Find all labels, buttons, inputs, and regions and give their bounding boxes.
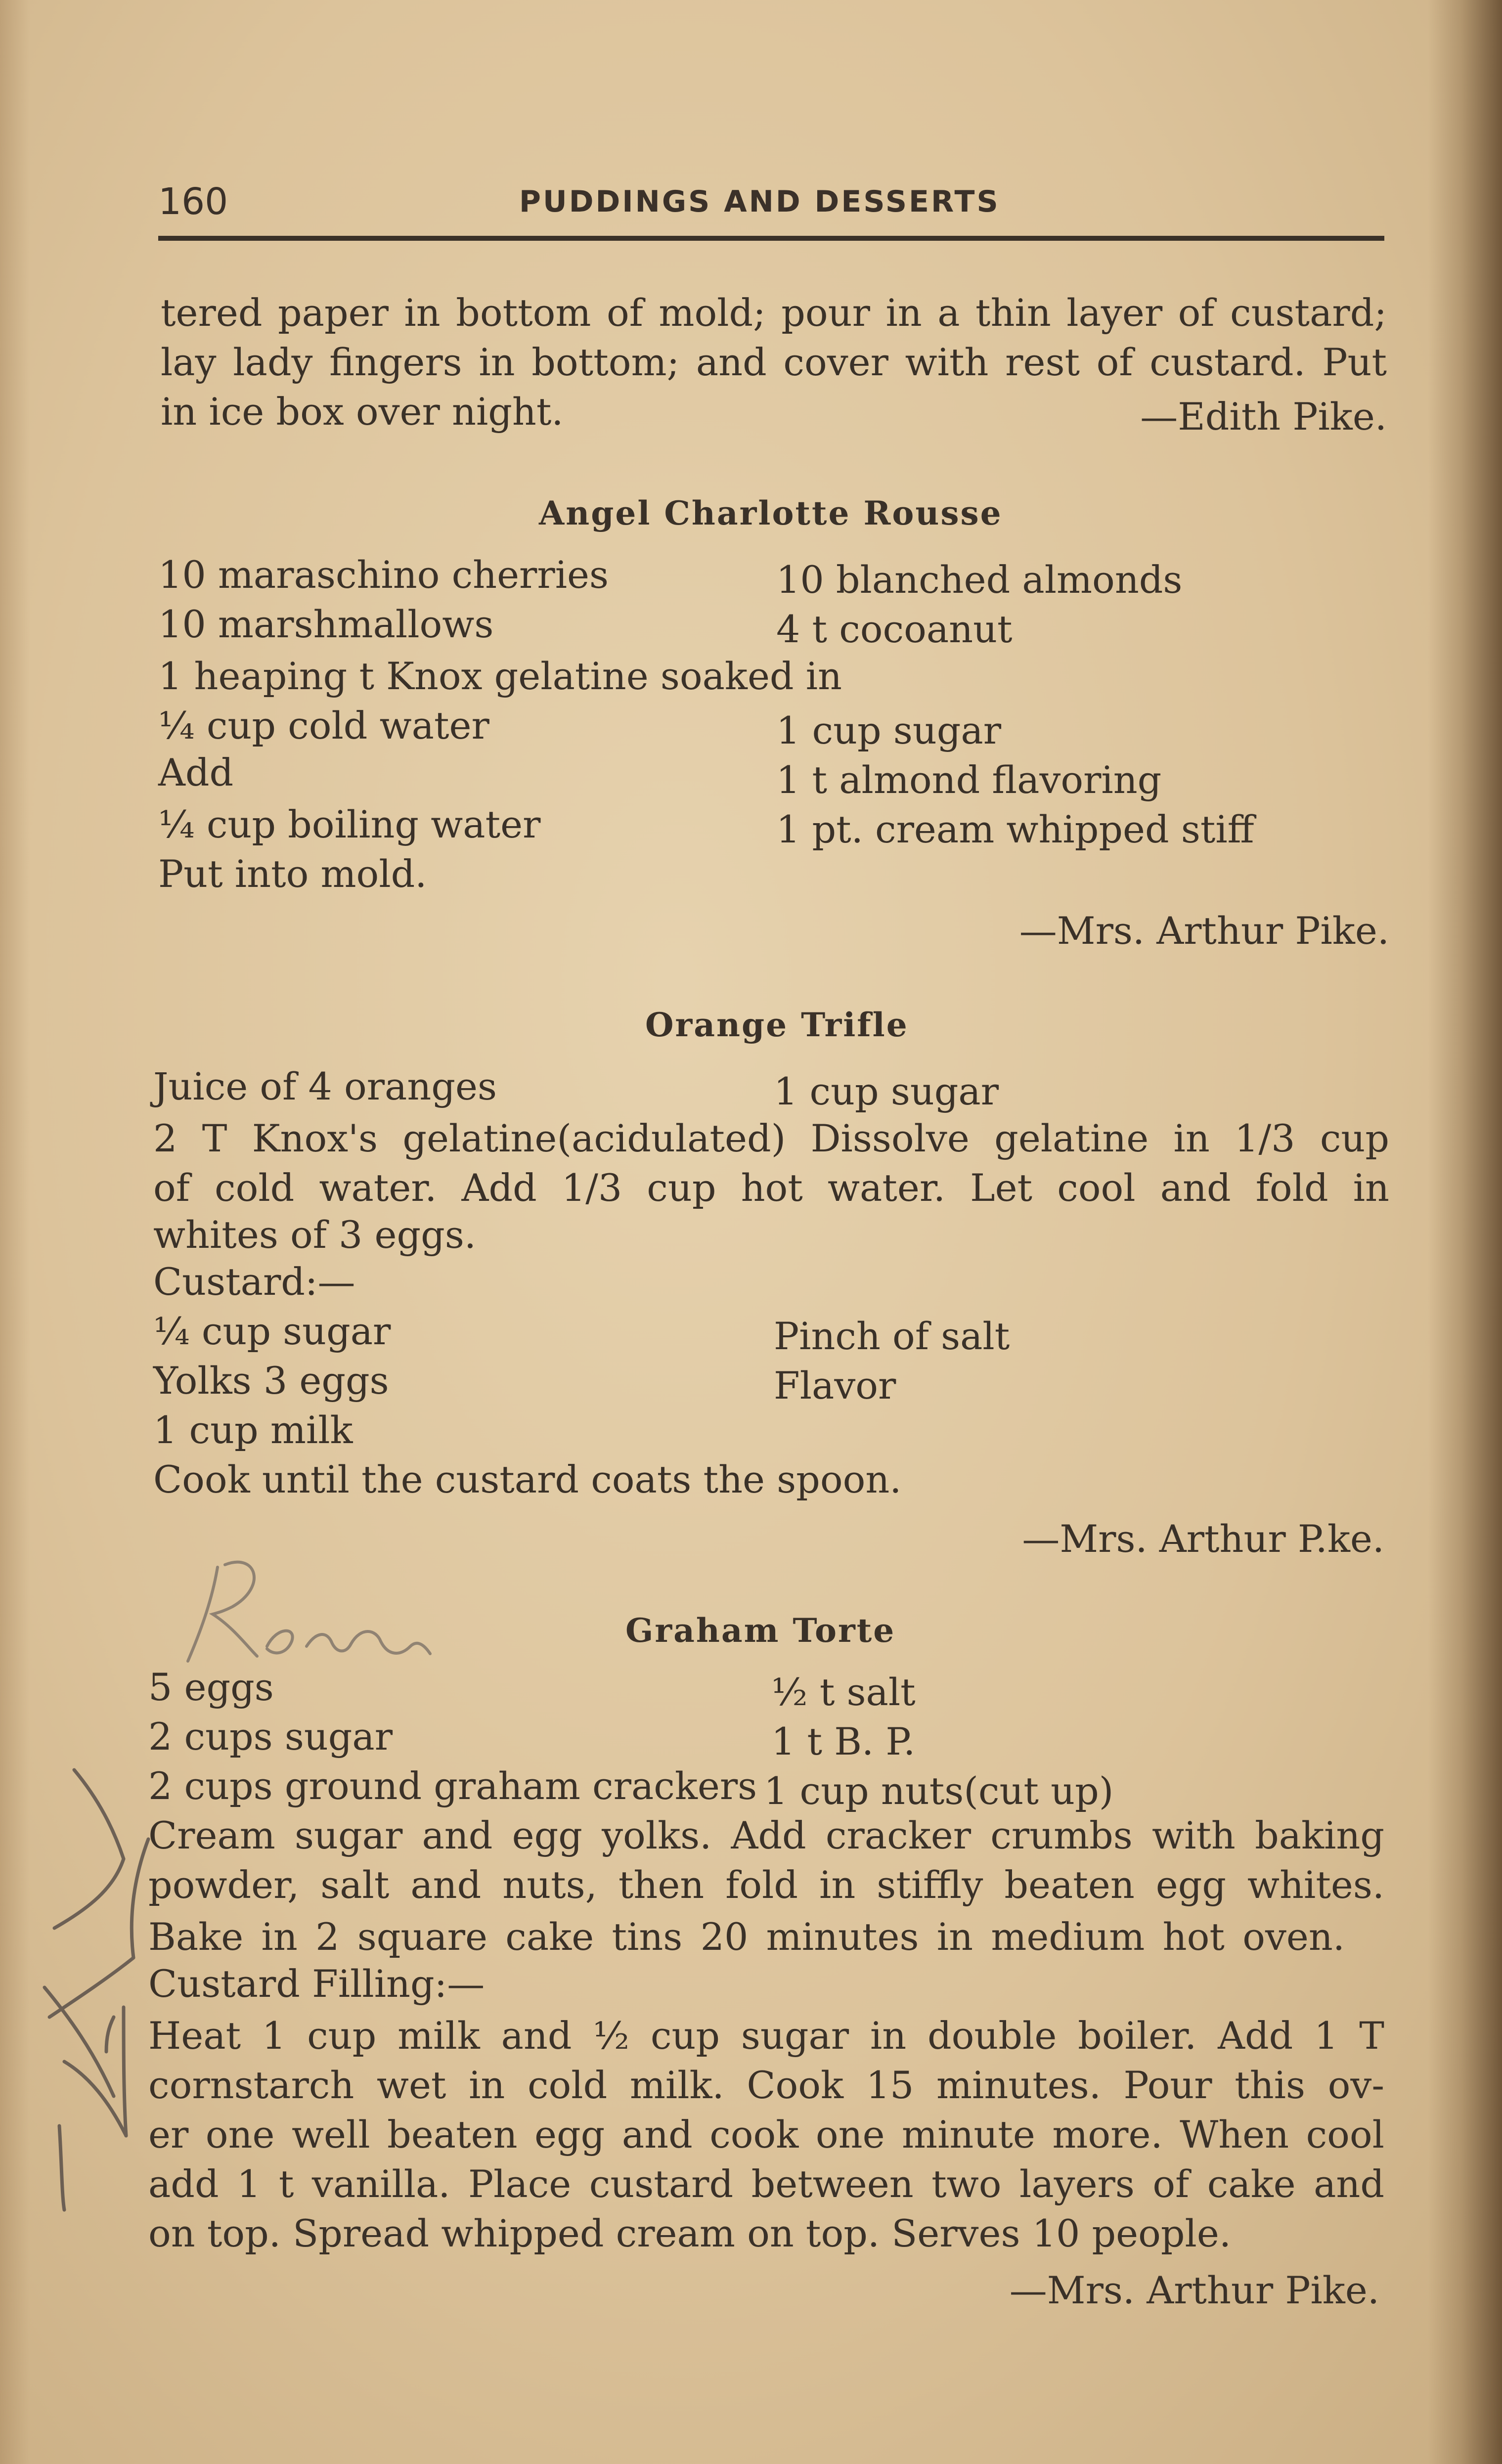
ingredient: 4 t cocoanut bbox=[776, 607, 1013, 651]
ingredient: 10 maraschino cherries bbox=[158, 553, 609, 597]
intro-attribution: —Edith Pike. bbox=[1140, 395, 1387, 439]
instruction-line: whites of 3 eggs. bbox=[153, 1213, 476, 1257]
ingredient: 10 marshmallows bbox=[158, 602, 494, 646]
ingredient: ¼ cup boiling water bbox=[158, 802, 541, 846]
ingredient: 1 pt. cream whipped stiff bbox=[776, 807, 1254, 851]
intro-line-2: lay lady fingers in bottom; and cover with rest of custard. Put bbox=[161, 340, 1387, 384]
recipe-title-orange-trifle: Orange Trifle bbox=[645, 1006, 909, 1044]
instruction-line: powder, salt and nuts, then fold in stiffly beaten egg whites. bbox=[148, 1863, 1384, 1907]
ingredient: 1 cup nuts(cut up) bbox=[764, 1769, 1114, 1813]
section-label: Custard Filling:— bbox=[148, 1962, 485, 2006]
instruction-line: on top. Spread whipped cream on top. Serves 10 people. bbox=[148, 2211, 1231, 2255]
instruction: Add bbox=[158, 750, 234, 794]
section-label: Custard:— bbox=[153, 1260, 355, 1304]
running-head: PUDDINGS AND DESSERTS bbox=[519, 184, 1000, 219]
attribution: —Mrs. Arthur Pike. bbox=[1019, 909, 1389, 953]
recipe-title-graham-torte: Graham Torte bbox=[625, 1611, 896, 1650]
ingredient: 10 blanched almonds bbox=[776, 558, 1183, 602]
instruction-line: Bake in 2 square cake tins 20 minutes in medium hot oven. bbox=[148, 1915, 1345, 1959]
instruction-line: of cold water. Add 1/3 cup hot water. Let cool and fold in bbox=[153, 1166, 1389, 1210]
book-spine-shadow bbox=[1428, 0, 1502, 2464]
instruction: Put into mold. bbox=[158, 852, 427, 896]
ingredient: 1 cup sugar bbox=[774, 1069, 999, 1113]
ingredient: Yolks 3 eggs bbox=[153, 1359, 389, 1403]
instruction-line: cornstarch wet in cold milk. Cook 15 minutes. Pour this ov- bbox=[148, 2063, 1384, 2107]
ingredient: 5 eggs bbox=[148, 1665, 274, 1709]
intro-line-3: in ice box over night. bbox=[161, 390, 564, 434]
ingredient: ½ t salt bbox=[771, 1670, 916, 1714]
ingredient: ¼ cup sugar bbox=[153, 1309, 391, 1353]
page-edge-shadow bbox=[0, 0, 30, 2464]
attribution: —Mrs. Arthur Pike. bbox=[1009, 2268, 1379, 2312]
instruction-line: er one well beaten egg and cook one minute more. When cool bbox=[148, 2112, 1384, 2156]
ingredient: 1 cup sugar bbox=[776, 708, 1002, 752]
header-rule bbox=[158, 236, 1384, 241]
instruction-line: 2 T Knox's gelatine(acidulated) Dissolve gelatine in 1/3 cup bbox=[153, 1116, 1389, 1160]
ingredient: 1 heaping t Knox gelatine soaked in bbox=[158, 654, 842, 698]
ingredient: 2 cups sugar bbox=[148, 1715, 393, 1759]
ingredient: 1 t almond flavoring bbox=[776, 758, 1162, 802]
instruction-line: Heat 1 cup milk and ½ cup sugar in double boiler. Add 1 T bbox=[148, 2014, 1384, 2058]
ingredient: Pinch of salt bbox=[774, 1314, 1010, 1358]
ingredient: 2 cups ground graham crackers bbox=[148, 1764, 757, 1808]
instruction-line: Cook until the custard coats the spoon. bbox=[153, 1457, 902, 1501]
ingredient: 1 t B. P. bbox=[771, 1719, 916, 1763]
recipe-title-angel-charlotte-rousse: Angel Charlotte Rousse bbox=[539, 494, 1003, 532]
page-number: 160 bbox=[158, 180, 228, 223]
ingredient: 1 cup milk bbox=[153, 1408, 353, 1452]
instruction-line: Cream sugar and egg yolks. Add cracker crumbs with baking bbox=[148, 1813, 1384, 1857]
instruction-line: add 1 t vanilla. Place custard between two layers of cake and bbox=[148, 2162, 1384, 2206]
intro-line-1: tered paper in bottom of mold; pour in a thin layer of custard; bbox=[161, 291, 1387, 335]
page-header bbox=[158, 180, 1384, 235]
ingredient: ¼ cup cold water bbox=[158, 704, 489, 748]
ingredient: Juice of 4 oranges bbox=[153, 1064, 497, 1108]
attribution: —Mrs. Arthur P.ke. bbox=[1022, 1517, 1384, 1561]
ingredient: Flavor bbox=[774, 1364, 896, 1408]
